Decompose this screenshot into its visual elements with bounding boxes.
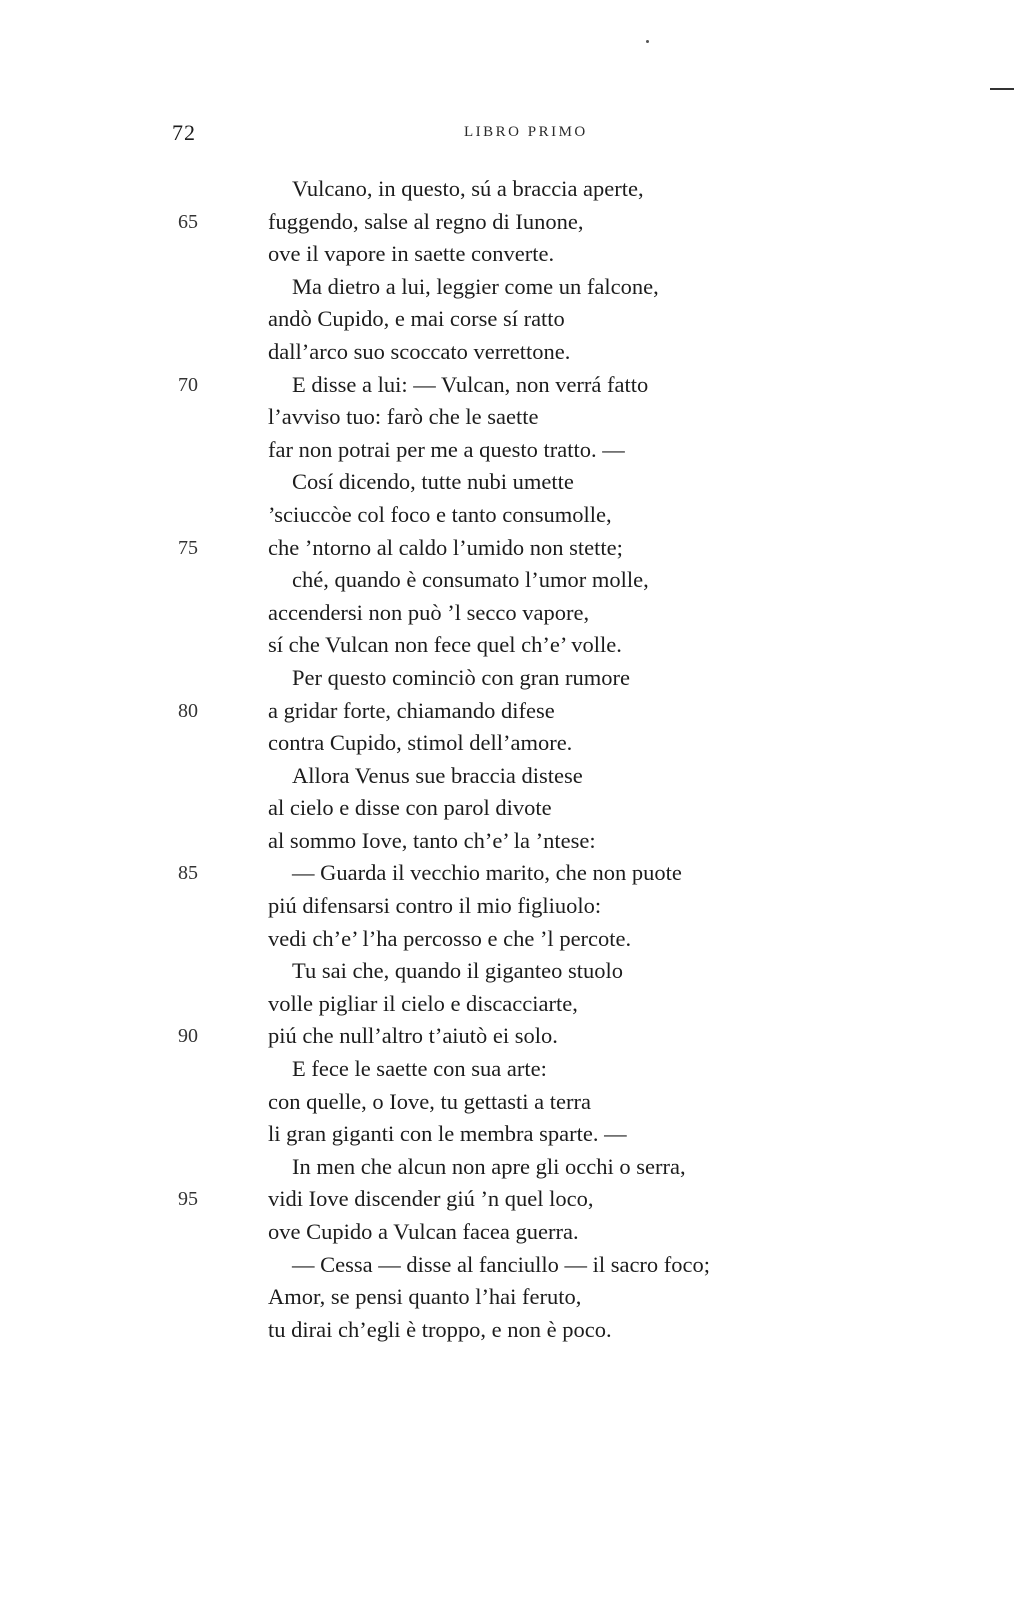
verse-line xyxy=(0,955,1014,988)
verse-text: a gridar forte, chiamando difese xyxy=(268,697,555,723)
verse-line xyxy=(0,336,1014,369)
verse-line xyxy=(0,1249,1014,1282)
verse-text: dall’arco suo scoccato verrettone. xyxy=(268,338,571,364)
verse-text: Cosí dicendo, tutte nubi umette xyxy=(292,469,574,495)
verse-text: Allora Venus sue braccia distese xyxy=(292,762,583,788)
verse-line xyxy=(0,1183,1014,1216)
verse-text: volle pigliar il cielo e discacciarte, xyxy=(268,990,578,1016)
line-number: 65 xyxy=(178,210,198,233)
page-number: 72 xyxy=(172,120,196,145)
verse-text: fuggendo, salse al regno di Iunone, xyxy=(268,208,584,234)
verse-line xyxy=(0,206,1014,239)
verse-line xyxy=(0,434,1014,467)
verse-line xyxy=(0,597,1014,630)
verse-text: Per questo cominciò con gran rumore xyxy=(292,664,631,690)
verse-line xyxy=(0,1314,1014,1347)
verse-line xyxy=(0,369,1014,402)
verse-text: In men che alcun non apre gli occhi o serra, xyxy=(292,1153,686,1179)
verse-text: che ’ntorno al caldo l’umido non stette; xyxy=(268,534,623,560)
verse-line xyxy=(0,695,1014,728)
verse-line xyxy=(0,727,1014,760)
verse-text: — Guarda il vecchio marito, che non puote xyxy=(292,860,682,886)
verse-text: far non potrai per me a questo tratto. — xyxy=(268,436,625,462)
verse-line xyxy=(0,532,1014,565)
verse-text: ove il vapore in saette converte. xyxy=(268,241,555,267)
line-number: 90 xyxy=(178,1025,198,1048)
verse-text: ’sciuccòe col foco e tanto consumolle, xyxy=(268,501,612,527)
verse-line xyxy=(0,173,1014,206)
verse-line xyxy=(0,238,1014,271)
verse-line xyxy=(0,825,1014,858)
margin-dash xyxy=(990,88,1014,90)
verse-text: E disse a lui: — Vulcan, non verrá fatto xyxy=(292,371,649,397)
verse-text: E fece le saette con sua arte: xyxy=(292,1056,547,1082)
poem-body xyxy=(0,173,1014,1346)
verse-text: piú difensarsi contro il mio figliuolo: xyxy=(268,893,602,919)
verse-text: contra Cupido, stimol dell’amore. xyxy=(268,730,573,756)
verse-text: Amor, se pensi quanto l’hai feruto, xyxy=(268,1284,582,1310)
verse-line xyxy=(0,890,1014,923)
verse-line xyxy=(0,401,1014,434)
verse-text: accendersi non può ’l secco vapore, xyxy=(268,599,590,625)
verse-text: ove Cupido a Vulcan facea guerra. xyxy=(268,1219,579,1244)
verse-line xyxy=(0,760,1014,793)
verse-text: vidi Iove discender giú ’n quel loco, xyxy=(268,1186,594,1212)
verse-line xyxy=(0,988,1014,1021)
line-number: 70 xyxy=(178,373,198,396)
verse-line xyxy=(0,303,1014,336)
verse-line xyxy=(0,1020,1014,1053)
verse-line xyxy=(0,466,1014,499)
verse-line xyxy=(0,1281,1014,1314)
verse-text: — Cessa — disse al fanciullo — il sacro foco; xyxy=(292,1251,711,1277)
verse-line xyxy=(0,1151,1014,1184)
verse-line xyxy=(0,1118,1014,1151)
verse-text: Ma dietro a lui, leggier come un falcone, xyxy=(292,273,659,299)
verse-line xyxy=(0,923,1014,956)
running-head: LIBRO PRIMO xyxy=(464,124,588,140)
verse-text: piú che null’altro t’aiutò ei solo. xyxy=(268,1023,558,1049)
verse-line xyxy=(0,1086,1014,1119)
verse-text: li gran giganti con le membra sparte. — xyxy=(268,1121,627,1147)
verse-text: Tu sai che, quando il giganteo stuolo xyxy=(292,958,624,984)
verse-line xyxy=(0,792,1014,825)
line-number: 75 xyxy=(178,536,198,559)
verse-line xyxy=(0,662,1014,695)
verse-text: l’avviso tuo: farò che le saette xyxy=(268,404,539,430)
verse-line xyxy=(0,1216,1014,1249)
verse-text: tu dirai ch’egli è troppo, e non è poco. xyxy=(268,1316,612,1342)
verse-line xyxy=(0,564,1014,597)
line-number: 85 xyxy=(178,862,198,885)
verse-text: Vulcano, in questo, sú a braccia aperte, xyxy=(292,176,644,201)
verse-line xyxy=(0,499,1014,532)
margin-speck xyxy=(646,40,649,43)
verse-text: sí che Vulcan non fece quel ch’e’ volle. xyxy=(268,632,622,658)
verse-text: andò Cupido, e mai corse sí ratto xyxy=(268,306,565,332)
verse-line xyxy=(0,629,1014,662)
verse-line xyxy=(0,1053,1014,1086)
verse-text: con quelle, o Iove, tu gettasti a terra xyxy=(268,1088,591,1114)
verse-line xyxy=(0,271,1014,304)
verse-text: ché, quando è consumato l’umor molle, xyxy=(292,567,649,593)
verse-text: al cielo e disse con parol divote xyxy=(268,795,552,821)
verse-text: vedi ch’e’ l’ha percosso e che ’l percote. xyxy=(268,925,632,951)
line-number: 80 xyxy=(178,699,198,722)
verse-text: al sommo Iove, tanto ch’e’ la ’ntese: xyxy=(268,827,596,853)
line-number: 95 xyxy=(178,1188,198,1211)
verse-line xyxy=(0,857,1014,890)
